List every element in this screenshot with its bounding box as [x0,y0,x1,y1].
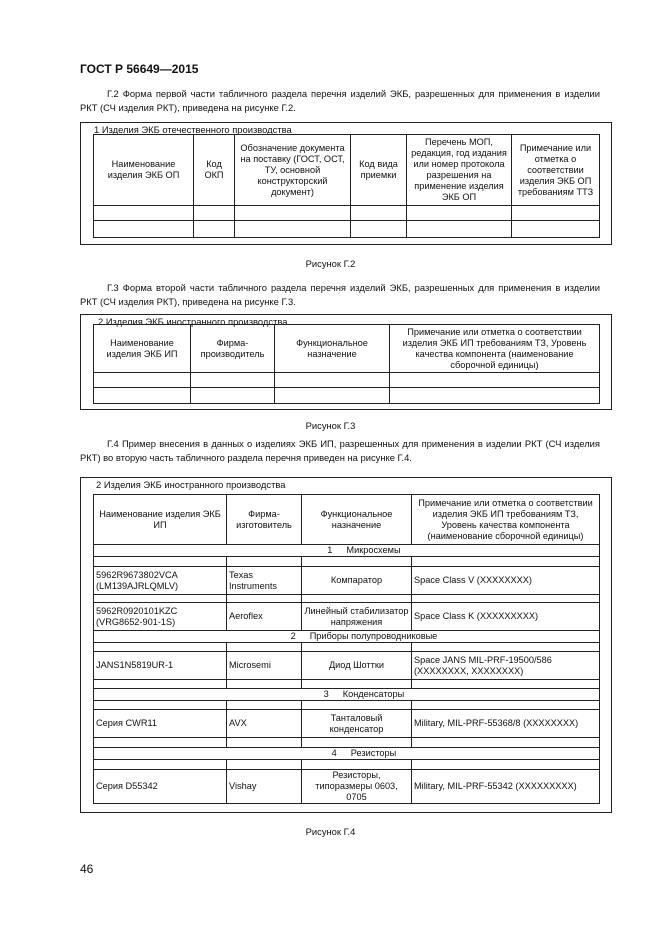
paragraph-text: Г.4 Пример внесения в данных о изделиях ЭКБ ИП, разрешенных для применения в изделии РКТ (СЧ изделия РКТ) во вторую часть табличного раздела перечня приведен на рисунке Г.4. [80,438,600,463]
table-row [94,206,600,221]
spacer-row [94,760,600,770]
cell-note: Military, MIL-PRF-55368/8 (XXXXXXXX) [412,710,600,738]
paragraph-g2 [80,87,600,115]
figure-g4-title: 2 Изделия ЭКБ иностранного производства [96,479,286,490]
table-row [94,652,600,680]
spacer-row [94,557,600,567]
cell-note: Military, MIL-PRF-55342 (XXXXXXXXX) [412,770,600,804]
column-header: Перечень МОП, редакция, год издания или номер протокола разрешения на применение изделия ЭКБ ОП [407,135,512,206]
cell-maker: AVX [227,710,302,738]
column-header: Примечание или отметка о соответствии изделия ЭКБ ИП требованиям ТЗ, Уровень качества компонента (наименование сборочной единицы) [412,495,600,545]
column-header: Обозначение документа на поставку (ГОСТ, ОСТ, ТУ, основной конструкторский документ) [235,135,351,206]
paragraph-text: Г.3 Форма второй части табличного раздела перечня изделий ЭКБ, разрешенных для применения в изделии РКТ (СЧ изделия РКТ), приведена на рисунке Г.3. [80,282,600,307]
section-row [94,689,600,701]
figure-g3-caption: Рисунок Г.3 [305,420,356,431]
section-name: Резисторы [350,748,397,758]
column-header: Наименование изделия ЭКБ ИП [94,495,227,545]
cell-function: Компаратор [302,567,412,595]
figure-g4-table [93,494,600,804]
column-header: Примечание или отметка о соответствии изделия ЭКБ ОП требованиям ТТЗ [512,135,600,206]
cell-name: 5962R0920101KZC (VRG8652-901-1S) [94,603,227,631]
cell-name: Серия D55342 [94,770,227,804]
figure-g2-title: 1 Изделия ЭКБ отечественного производства [94,124,292,135]
table-row [94,388,600,404]
paragraph-g4 [80,437,600,465]
section-name: Приборы полупроводниковые [309,631,438,641]
paragraph-text: Г.2 Форма первой части табличного раздела перечня изделий ЭКБ, разрешенных для применения в изделии РКТ (СЧ изделия РКТ), приведена на рисунке Г.2. [80,88,600,113]
figure-g3-table [93,324,600,404]
cell-maker: Microsemi [227,652,302,680]
section-number: 2 [290,631,296,641]
paragraph-g3 [80,281,600,309]
section-name: Конденсаторы [342,689,405,699]
figure-g3-title: 2 Изделия ЭКБ иностранного производства [98,316,288,327]
table-row [94,603,600,631]
spacer-row [94,701,600,710]
spacer-row [94,643,600,652]
table-row [94,373,600,388]
figure-g4-caption: Рисунок Г.4 [305,826,356,837]
column-header: Код ОКП [194,135,235,206]
column-header: Наименование изделия ЭКБ ИП [94,325,191,373]
cell-name: Серия CWR11 [94,710,227,738]
cell-maker: Vishay [227,770,302,804]
cell-maker: Texas Instruments [227,567,302,595]
spacer-row [94,595,600,603]
cell-note: Space Class V (XXXXXXXX) [412,567,600,595]
figure-g2-caption: Рисунок Г.2 [305,258,356,269]
spacer-row [94,680,600,689]
cell-name: JANS1N5819UR-1 [94,652,227,680]
table-row [94,770,600,804]
table-row [94,567,600,595]
cell-note: Space JANS MIL-PRF-19500/586 (XXXXXXXX, XXXXXXXX) [412,652,600,680]
section-number: 4 [331,748,337,758]
column-header: Наименование изделия ЭКБ ОП [94,135,194,206]
spacer-row [94,738,600,748]
cell-function: Линейный стабилизатор напряжения [302,603,412,631]
cell-function: Диод Шоттки [302,652,412,680]
section-row [94,631,600,643]
document-header: ГОСТ Р 56649—2015 [80,62,199,76]
figure-g2-table [93,134,600,238]
page-number: 46 [80,862,94,876]
table-row [94,221,600,238]
column-header: Фирма-производитель [191,325,275,373]
cell-maker: Aeroflex [227,603,302,631]
section-name: Микросхемы [346,545,401,555]
cell-note: Space Class K (XXXXXXXXX) [412,603,600,631]
column-header: Функциональное назначение [302,495,412,545]
column-header: Фирма-изготовитель [227,495,302,545]
section-number: 3 [323,689,329,699]
cell-name: 5962R9673802VCA (LM139AJRLQMLV) [94,567,227,595]
column-header: Функциональное назначение [275,325,390,373]
cell-function: Танталовый конденсатор [302,710,412,738]
column-header: Примечание или отметка о соответствии изделия ЭКБ ИП требованиям ТЗ, Уровень качества компонента (наименование сборочной единицы) [390,325,600,373]
section-row [94,545,600,557]
column-header: Код вида приемки [351,135,407,206]
table-row [94,710,600,738]
section-row [94,748,600,760]
cell-function: Резисторы, типоразмеры 0603, 0705 [302,770,412,804]
section-number: 1 [327,545,333,555]
